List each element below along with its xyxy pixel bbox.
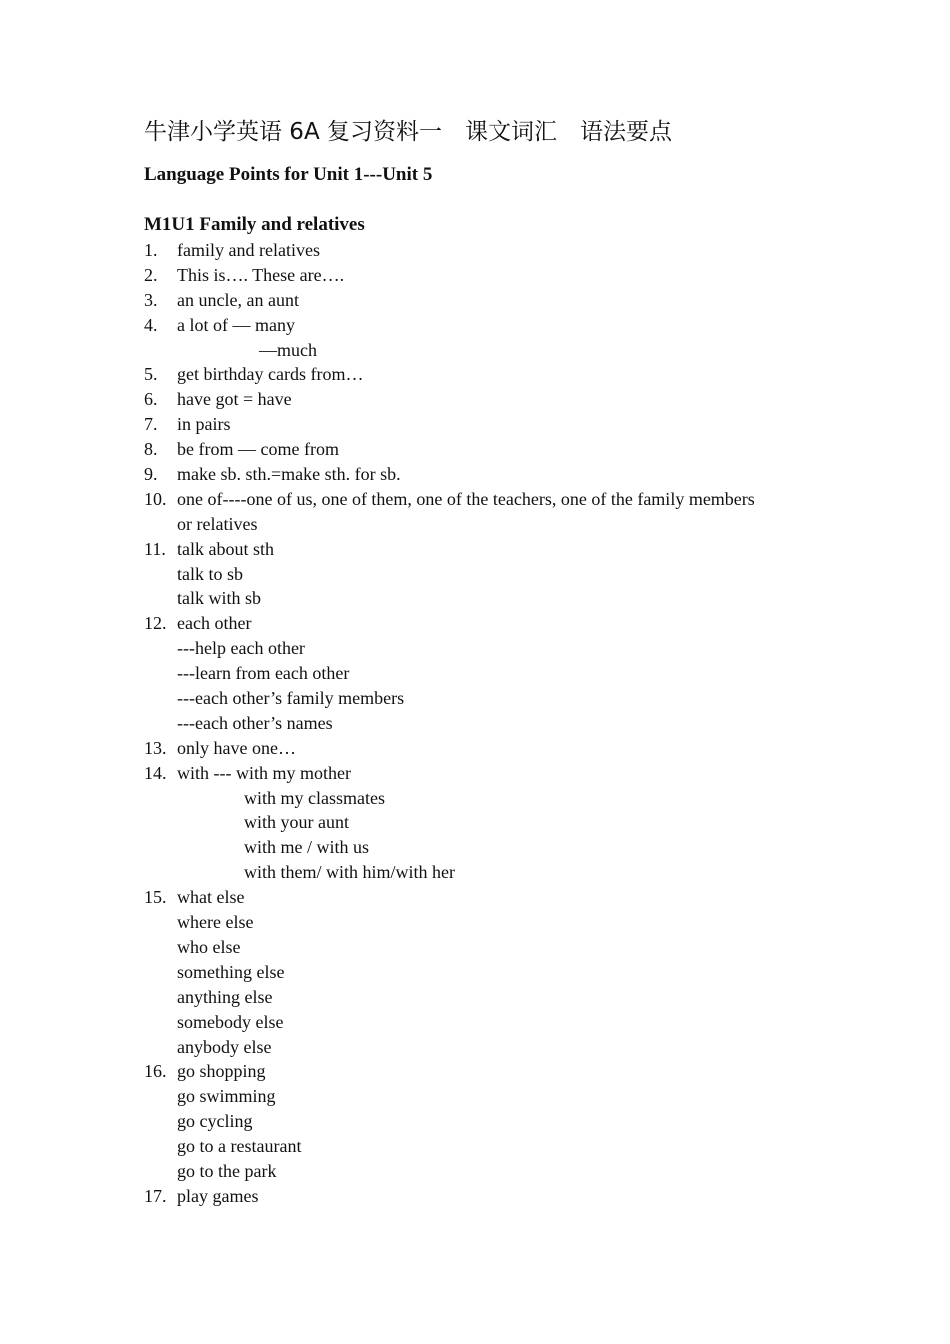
- list-item-text: with your aunt: [244, 812, 349, 833]
- list-item-text: each other: [177, 613, 252, 634]
- list-item-text: have got = have: [177, 389, 292, 410]
- list-item-number: 3.: [144, 289, 158, 310]
- list-item-line: [144, 1109, 844, 1134]
- list-item-line: [144, 412, 844, 437]
- list-item-line: [144, 238, 844, 263]
- list-item-text: talk about sth: [177, 538, 274, 559]
- list-item-line: [144, 736, 844, 761]
- list-item-number: 11.: [144, 538, 166, 559]
- list-item-number: 9.: [144, 464, 158, 485]
- list-item-number: 7.: [144, 414, 158, 435]
- list-item-number: 2.: [144, 264, 158, 285]
- list-item-text: get birthday cards from…: [177, 364, 364, 385]
- list-item-line: [144, 512, 844, 537]
- list-item-text: with my classmates: [244, 787, 385, 808]
- list-item-number: 17.: [144, 1185, 167, 1206]
- list-item-line: [144, 537, 844, 562]
- list-item-number: 16.: [144, 1061, 167, 1082]
- list-item-text: ---learn from each other: [177, 663, 350, 684]
- list-item-line: [144, 387, 844, 412]
- list-item-text: anything else: [177, 986, 273, 1007]
- list-item-text: go to a restaurant: [177, 1136, 302, 1157]
- list-item-line: [144, 487, 844, 512]
- list-item-line: [144, 1159, 844, 1184]
- list-item-text: with --- with my mother: [177, 762, 351, 783]
- list-item-number: 12.: [144, 613, 167, 634]
- list-item-line: [144, 835, 844, 860]
- list-item-number: 4.: [144, 314, 158, 335]
- list-item-line: [144, 313, 844, 338]
- list-item-text: —much: [259, 339, 317, 360]
- list-item-text: an uncle, an aunt: [177, 289, 299, 310]
- list-item-number: 5.: [144, 364, 158, 385]
- list-item-text: This is…. These are….: [177, 264, 345, 285]
- list-item-line: [144, 1035, 844, 1060]
- list-item-text: or relatives: [177, 513, 258, 534]
- list-item-line: [144, 562, 844, 587]
- list-item-line: [144, 338, 844, 363]
- list-item-number: 6.: [144, 389, 158, 410]
- list-item-text: play games: [177, 1185, 259, 1206]
- list-item-text: what else: [177, 887, 245, 908]
- list-item-line: [144, 860, 844, 885]
- list-item-text: make sb. sth.=make sth. for sb.: [177, 464, 401, 485]
- list-item-line: [144, 1134, 844, 1159]
- list-item-line: [144, 786, 844, 811]
- list-item-line: [144, 1084, 844, 1109]
- list-item-text: family and relatives: [177, 240, 320, 260]
- list-item-line: [144, 885, 844, 910]
- list-item-text: one of----one of us, one of them, one of the teachers, one of the family members: [177, 488, 755, 509]
- list-item-number: 1.: [144, 240, 158, 260]
- list-item-line: [144, 686, 844, 711]
- list-item-line: [144, 636, 844, 661]
- list-item-text: a lot of — many: [177, 314, 295, 335]
- list-item-line: [144, 661, 844, 686]
- list-item-line: [144, 1059, 844, 1084]
- list-item-text: only have one…: [177, 737, 296, 758]
- list-item-line: [144, 935, 844, 960]
- document-subtitle: Language Points for Unit 1---Unit 5: [144, 164, 433, 185]
- list-item-number: 14.: [144, 762, 167, 783]
- list-item-line: [144, 462, 844, 487]
- list-item-text: go cycling: [177, 1111, 253, 1132]
- list-item-text: with me / with us: [244, 837, 369, 858]
- list-item-line: [144, 985, 844, 1010]
- list-item-text: anybody else: [177, 1036, 272, 1057]
- list-item-line: [144, 611, 844, 636]
- list-item-line: [144, 362, 844, 387]
- list-item-text: something else: [177, 961, 285, 982]
- unit-heading: M1U1 Family and relatives: [144, 214, 365, 235]
- list-item-line: [144, 761, 844, 786]
- list-item-line: [144, 711, 844, 736]
- list-item-line: [144, 1010, 844, 1035]
- list-item-number: 8.: [144, 439, 158, 460]
- list-item-number: 10.: [144, 488, 167, 509]
- list-item-text: with them/ with him/with her: [244, 862, 455, 883]
- list-item-line: [144, 1184, 844, 1209]
- language-points-list: [144, 238, 844, 1209]
- list-item-text: talk to sb: [177, 563, 243, 584]
- list-item-number: 15.: [144, 887, 167, 908]
- list-item-line: [144, 586, 844, 611]
- list-item-text: where else: [177, 912, 254, 933]
- list-item-line: [144, 910, 844, 935]
- list-item-text: ---each other’s names: [177, 712, 333, 733]
- list-item-text: ---each other’s family members: [177, 688, 405, 709]
- list-item-line: [144, 437, 844, 462]
- list-item-text: go swimming: [177, 1086, 276, 1107]
- list-item-line: [144, 810, 844, 835]
- list-item-text: in pairs: [177, 414, 231, 435]
- page-title: 牛津小学英语 6A 复习资料一 课文词汇 语法要点: [144, 119, 672, 145]
- list-item-line: [144, 288, 844, 313]
- list-item-text: who else: [177, 936, 241, 957]
- list-item-text: go shopping: [177, 1061, 266, 1082]
- list-item-number: 13.: [144, 737, 167, 758]
- list-item-line: [144, 263, 844, 288]
- list-item-text: somebody else: [177, 1011, 284, 1032]
- list-item-text: be from — come from: [177, 439, 339, 460]
- list-item-text: ---help each other: [177, 638, 305, 659]
- list-item-line: [144, 960, 844, 985]
- list-item-text: go to the park: [177, 1160, 277, 1181]
- list-item-text: talk with sb: [177, 588, 261, 609]
